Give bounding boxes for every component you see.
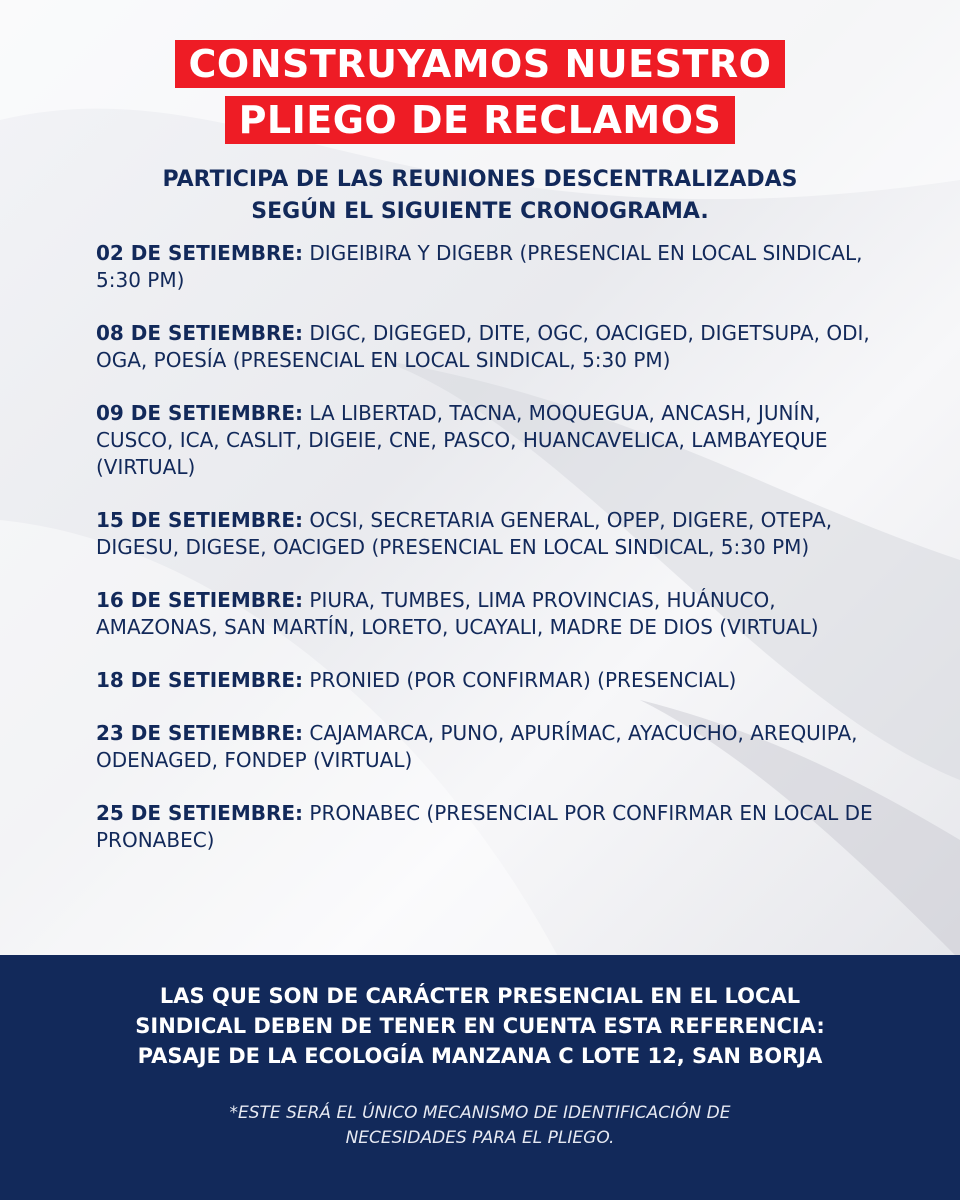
schedule-entry: [96, 800, 876, 854]
footer-note: [80, 1101, 880, 1151]
subtitle-line-1: PARTICIPA DE LAS REUNIONES DESCENTRALIZADAS: [162, 167, 798, 192]
title-line-1: CONSTRUYAMOS NUESTRO: [175, 40, 786, 88]
footer-line-3: PASAJE DE LA ECOLOGÍA MANZANA C LOTE 12, SAN BORJA: [137, 1044, 823, 1068]
footer-reference: [40, 981, 920, 1071]
entry-text: DIGEIBIRA Y DIGEBR (PRESENCIAL EN LOCAL SINDICAL, 5:30 PM): [96, 241, 863, 292]
title-line-2: PLIEGO DE RECLAMOS: [225, 96, 736, 144]
entry-date: 15 DE SETIEMBRE:: [96, 508, 304, 532]
footer-line-1: LAS QUE SON DE CARÁCTER PRESENCIAL EN EL LOCAL: [159, 984, 801, 1008]
entry-text: PIURA, TUMBES, LIMA PROVINCIAS, HUÁNUCO, AMAZONAS, SAN MARTÍN, LORETO, UCAYALI, MADRE DE DIOS (VIRTUAL): [96, 588, 819, 639]
schedule-entry: [96, 240, 876, 294]
entry-text: PRONABEC (PRESENCIAL POR CONFIRMAR EN LOCAL DE PRONABEC): [96, 801, 873, 852]
schedule-entry: [96, 320, 876, 374]
entry-text: DIGC, DIGEGED, DITE, OGC, OACIGED, DIGETSUPA, ODI, OGA, POESÍA (PRESENCIAL EN LOCAL SINDICAL, 5:30 PM): [96, 321, 870, 372]
schedule-entry: [96, 587, 876, 641]
entry-text: CAJAMARCA, PUNO, APURÍMAC, AYACUCHO, AREQUIPA, ODENAGED, FONDEP (VIRTUAL): [96, 721, 858, 772]
schedule-list: [96, 240, 876, 880]
footer-line-2: SINDICAL DEBEN DE TENER EN CUENTA ESTA REFERENCIA:: [135, 1014, 825, 1038]
title-block: [0, 40, 960, 144]
entry-date: 18 DE SETIEMBRE:: [96, 668, 304, 692]
entry-text: PRONIED (POR CONFIRMAR) (PRESENCIAL): [309, 668, 737, 692]
entry-date: 25 DE SETIEMBRE:: [96, 801, 304, 825]
footer-note-line-2: NECESIDADES PARA EL PLIEGO.: [345, 1128, 615, 1148]
footer-note-line-1: *ESTE SERÁ EL ÚNICO MECANISMO DE IDENTIFICACIÓN DE: [229, 1103, 731, 1123]
schedule-entry: [96, 667, 876, 694]
entry-date: 02 DE SETIEMBRE:: [96, 241, 304, 265]
entry-text: OCSI, SECRETARIA GENERAL, OPEP, DIGERE, OTEPA, DIGESU, DIGESE, OACIGED (PRESENCIAL EN LOCAL SINDICAL, 5:30 PM): [96, 508, 833, 559]
entry-date: 23 DE SETIEMBRE:: [96, 721, 304, 745]
subtitle-line-2: SEGÚN EL SIGUIENTE CRONOGRAMA.: [251, 199, 709, 224]
entry-text: LA LIBERTAD, TACNA, MOQUEGUA, ANCASH, JUNÍN, CUSCO, ICA, CASLIT, DIGEIE, CNE, PASCO, HUANCAVELICA, LAMBAYEQUE (VIRTUAL): [96, 401, 828, 479]
schedule-entry: [96, 507, 876, 561]
schedule-entry: [96, 720, 876, 774]
subtitle: [0, 164, 960, 228]
entry-date: 16 DE SETIEMBRE:: [96, 588, 304, 612]
entry-date: 08 DE SETIEMBRE:: [96, 321, 304, 345]
footer-banner: [0, 955, 960, 1200]
entry-date: 09 DE SETIEMBRE:: [96, 401, 304, 425]
schedule-entry: [96, 400, 876, 481]
